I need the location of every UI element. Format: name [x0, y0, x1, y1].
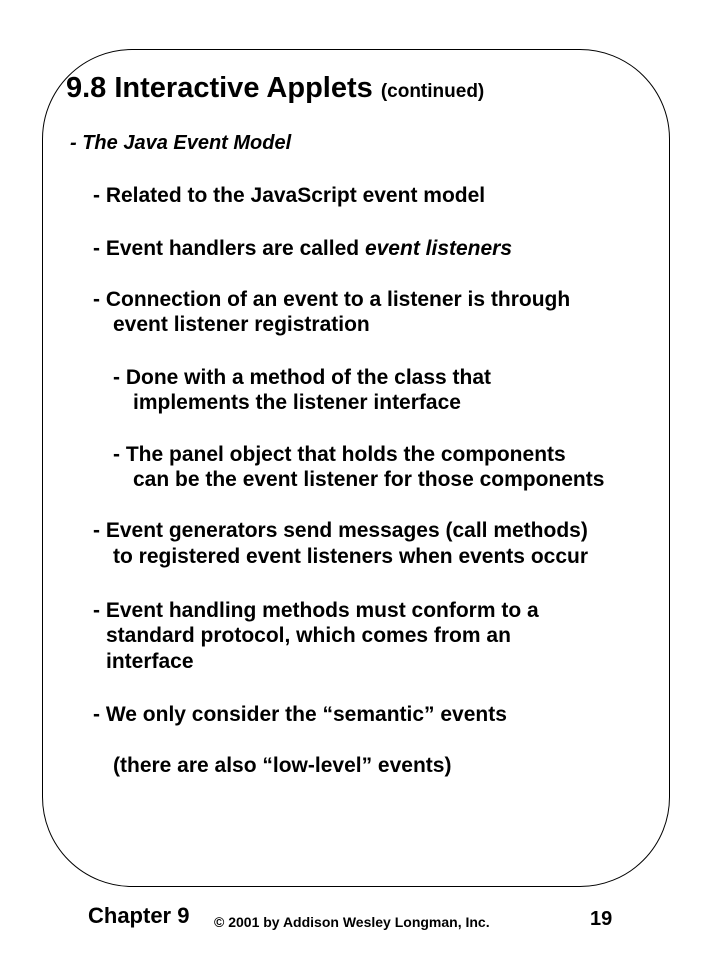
- bullet-line-italic: event listeners: [364, 237, 513, 260]
- bullet-line: - We only consider the “semantic” events: [93, 703, 507, 726]
- sub-bullet-continuation: can be the event listener for those components: [133, 468, 605, 491]
- sub-bullet-line: - Done with a method of the class that: [113, 366, 492, 389]
- bullet-line-text: - Event handlers are called: [93, 237, 365, 260]
- bullet-continuation: (there are also “low-level” events): [113, 754, 452, 777]
- bullet-continuation: interface: [106, 650, 194, 673]
- bullet-continuation: to registered event listeners when events occur: [113, 545, 589, 568]
- bullet-line: [93, 238, 512, 259]
- bullet-continuation: standard protocol, which comes from an: [106, 624, 511, 647]
- sub-bullet-continuation: implements the listener interface: [133, 391, 461, 414]
- slide-title-main: 9.8 Interactive Applets: [66, 72, 381, 104]
- bullet-line: - Event handling methods must conform to a: [93, 599, 539, 622]
- sub-bullet-line: - The panel object that holds the components: [113, 443, 566, 466]
- footer-chapter: Chapter 9: [88, 903, 190, 928]
- section-heading: - The Java Event Model: [70, 132, 292, 154]
- bullet-line: - Related to the JavaScript event model: [93, 184, 486, 207]
- page-number: 19: [590, 908, 613, 930]
- bullet-line: - Event generators send messages (call methods): [93, 519, 588, 542]
- slide-title: [66, 74, 484, 103]
- bullet-line: - Connection of an event to a listener is through: [93, 288, 571, 311]
- footer-copyright: © 2001 by Addison Wesley Longman, Inc.: [214, 914, 490, 930]
- bullet-continuation: event listener registration: [113, 313, 370, 336]
- slide-title-sub: (continued): [380, 81, 485, 102]
